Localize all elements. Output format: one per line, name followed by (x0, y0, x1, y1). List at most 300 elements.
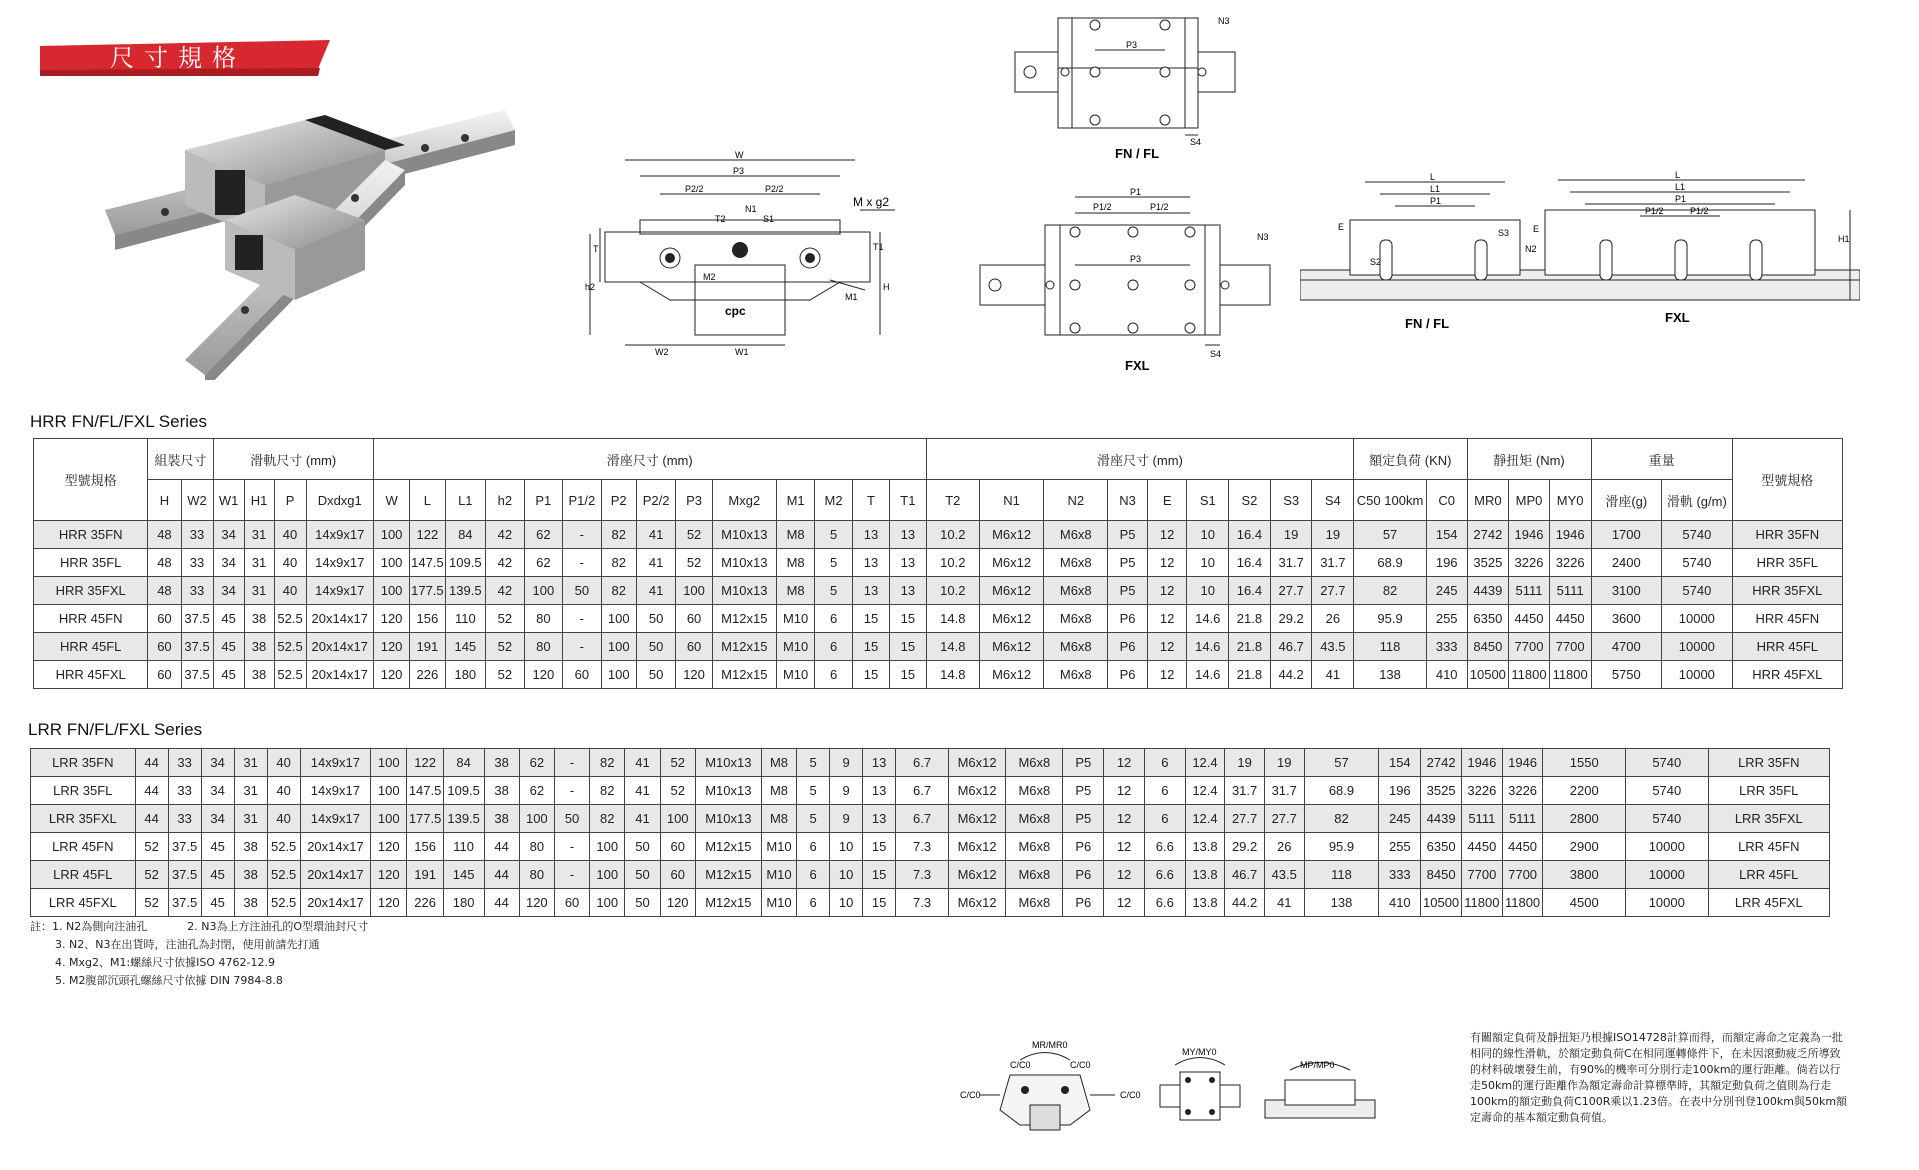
table-cell: 138 (1304, 889, 1379, 917)
table-cell: 44 (484, 833, 519, 861)
table-cell: 45 (213, 605, 244, 633)
side-dim-n2: N2 (1525, 244, 1537, 254)
table-cell: 34 (213, 577, 244, 605)
column-header: P1/2 (563, 480, 601, 521)
table-cell: M6x8 (1006, 889, 1063, 917)
table-cell: 41 (625, 777, 660, 805)
dim-p1-half-left: P1/2 (1093, 202, 1112, 212)
table-cell: 31.7 (1270, 549, 1312, 577)
column-header: 滑座(g) (1591, 480, 1662, 521)
table-cell: 12.4 (1185, 749, 1225, 777)
table-cell: 7700 (1549, 633, 1591, 661)
side-dim-p1-half-right: P1/2 (1690, 206, 1709, 216)
table-cell: 38 (234, 833, 267, 861)
table-cell: 5 (797, 777, 830, 805)
column-headers (34, 480, 1843, 521)
table-cell: 145 (443, 861, 484, 889)
table-cell: 13 (863, 805, 896, 833)
column-header: P1 (524, 480, 562, 521)
table-cell: 37.5 (181, 633, 213, 661)
table-cell: 41 (1312, 661, 1354, 689)
table-cell: 3525 (1467, 549, 1509, 577)
table-cell: M6x12 (980, 633, 1044, 661)
table-cell: 15 (852, 661, 889, 689)
table-cell: 34 (213, 549, 244, 577)
table-cell: 42 (486, 577, 524, 605)
column-header: M1 (776, 480, 814, 521)
table-cell: 6350 (1467, 605, 1509, 633)
table-cell: 4439 (1421, 805, 1462, 833)
table-cell: 82 (601, 549, 636, 577)
table-cell: 82 (590, 805, 625, 833)
table-cell: 5740 (1626, 749, 1709, 777)
column-header: h2 (486, 480, 524, 521)
table-cell: 10 (1187, 577, 1229, 605)
lrr-spec-table (30, 748, 1830, 917)
column-header: N2 (1044, 480, 1108, 521)
table-cell: 122 (410, 521, 445, 549)
table-cell: M10 (761, 833, 796, 861)
table-cell: 2742 (1467, 521, 1509, 549)
table-cell: 52 (135, 861, 168, 889)
table-cell: 120 (676, 661, 712, 689)
table-cell: 37.5 (168, 889, 201, 917)
table-cell: 4700 (1591, 633, 1662, 661)
table-cell: M6x12 (980, 521, 1044, 549)
table-cell: 100 (660, 805, 695, 833)
table-cell: 191 (407, 861, 443, 889)
table-cell: M6x12 (948, 805, 1005, 833)
table-cell: - (563, 521, 601, 549)
table-cell: 16.4 (1229, 521, 1271, 549)
table-cell: 10 (1187, 549, 1229, 577)
table-cell: 20x14x17 (306, 605, 373, 633)
table-cell: 12 (1104, 749, 1145, 777)
table-cell: 41 (636, 549, 676, 577)
table-cell: 80 (524, 633, 562, 661)
table-cell: 15 (863, 889, 896, 917)
table-cell: 139.5 (443, 805, 484, 833)
table-cell: 52 (486, 605, 524, 633)
table-cell: 31 (244, 577, 274, 605)
table-cell: 50 (625, 889, 660, 917)
table-cell: 100 (373, 521, 409, 549)
table-cell: 2800 (1543, 805, 1626, 833)
table-cell: 15 (890, 605, 926, 633)
table-cell: 20x14x17 (306, 661, 373, 689)
table-cell: 245 (1379, 805, 1421, 833)
table-cell: M8 (761, 777, 796, 805)
table-cell: 62 (519, 749, 554, 777)
table-cell: 5750 (1591, 661, 1662, 689)
table-cell: 100 (371, 749, 407, 777)
table-cell: 9 (830, 749, 863, 777)
table-cell: 13 (863, 777, 896, 805)
table-cell: M12x15 (695, 861, 761, 889)
table-cell: 4500 (1543, 889, 1626, 917)
table-cell: M6x8 (1044, 521, 1108, 549)
table-cell: 100 (601, 633, 636, 661)
table-cell: 6 (797, 861, 830, 889)
table-cell: 31 (244, 521, 274, 549)
table-cell: 60 (676, 633, 712, 661)
column-header: W2 (181, 480, 213, 521)
table-cell: 7700 (1502, 861, 1543, 889)
lrr-series-title: LRR FN/FL/FXL Series (28, 720, 203, 739)
table-cell: 14x9x17 (300, 749, 370, 777)
table-cell: 52.5 (274, 605, 306, 633)
table-cell: 13 (890, 577, 926, 605)
table-cell: 52 (486, 633, 524, 661)
table-cell: 44.2 (1270, 661, 1312, 689)
table-cell: 3226 (1461, 777, 1502, 805)
table-cell: 41 (1264, 889, 1304, 917)
table-cell: 7700 (1509, 633, 1550, 661)
table-cell: M10x13 (695, 749, 761, 777)
table-cell: 100 (371, 777, 407, 805)
table-cell: 12 (1147, 605, 1187, 633)
top-view-fn-fl (1010, 10, 1240, 165)
table-row (34, 633, 1843, 661)
table-cell: 14.8 (926, 633, 979, 661)
column-header: L (410, 480, 445, 521)
column-header: Mxg2 (712, 480, 776, 521)
table-cell: 2900 (1543, 833, 1626, 861)
table-cell: 4450 (1502, 833, 1543, 861)
table-cell: 52.5 (274, 661, 306, 689)
table-cell: M6x12 (980, 661, 1044, 689)
table-cell: 43.5 (1264, 861, 1304, 889)
table-cell: LRR 35FL (31, 777, 136, 805)
group-weight: 重量 (1591, 439, 1732, 480)
table-cell: 80 (519, 861, 554, 889)
table-cell: 15 (863, 861, 896, 889)
table-cell: 120 (524, 661, 562, 689)
table-cell: 16.4 (1229, 577, 1271, 605)
column-header: MR0 (1467, 480, 1509, 521)
table-cell: 50 (563, 577, 601, 605)
table-cell: 45 (213, 633, 244, 661)
table-cell: 27.7 (1225, 805, 1265, 833)
table-cell: 14.6 (1187, 633, 1229, 661)
table-cell: 6 (1144, 749, 1185, 777)
table-cell: M10x13 (712, 521, 776, 549)
table-cell: 12.4 (1185, 777, 1225, 805)
page-title: 尺寸規格 (110, 44, 246, 72)
table-cell: HRR 45FL (1732, 633, 1842, 661)
table-cell: M8 (776, 521, 814, 549)
table-cell: 7.3 (896, 833, 949, 861)
table-cell: LRR 35FL (1708, 777, 1829, 805)
table-cell: 1700 (1591, 521, 1662, 549)
table-cell: 154 (1379, 749, 1421, 777)
table-cell: 6.6 (1144, 861, 1185, 889)
table-cell: 60 (676, 605, 712, 633)
table-cell: 52.5 (267, 889, 300, 917)
table-cell: 13.8 (1185, 889, 1225, 917)
dim-n3: N3 (1218, 16, 1230, 26)
table-cell: 40 (274, 577, 306, 605)
table-cell: M6x8 (1006, 749, 1063, 777)
side-dim-l-fxl: L (1675, 170, 1681, 180)
table-cell: 38 (244, 633, 274, 661)
table-cell: 44 (135, 749, 168, 777)
table-cell: M6x8 (1044, 549, 1108, 577)
table-cell: 245 (1426, 577, 1467, 605)
table-cell: 120 (373, 633, 409, 661)
table-cell: 7700 (1461, 861, 1502, 889)
table-cell: - (563, 633, 601, 661)
table-cell: M12x15 (695, 833, 761, 861)
table-cell: 82 (590, 777, 625, 805)
table-cell: 82 (601, 577, 636, 605)
dim-w: W (735, 150, 744, 160)
column-header: P3 (676, 480, 712, 521)
table-cell: 9 (830, 777, 863, 805)
side-view-drawing (1300, 170, 1860, 335)
table-cell: 41 (625, 749, 660, 777)
table-cell: 41 (636, 577, 676, 605)
table-cell: 52 (676, 549, 712, 577)
table-cell: 44 (484, 889, 519, 917)
table-cell: 1946 (1549, 521, 1591, 549)
label-mr: MR/MR0 (1032, 1040, 1068, 1050)
table-cell: 60 (148, 605, 181, 633)
side-dim-h1: H1 (1838, 234, 1850, 244)
table-cell: 50 (636, 605, 676, 633)
dim-n3: N3 (1257, 232, 1269, 242)
label-my: MY/MY0 (1182, 1047, 1217, 1057)
table-cell: 13.8 (1185, 833, 1225, 861)
table-cell: 226 (410, 661, 445, 689)
dim-h: H (883, 282, 890, 292)
table-cell: 3600 (1591, 605, 1662, 633)
dim-p1-half-right: P1/2 (1150, 202, 1169, 212)
table-cell: 20x14x17 (300, 833, 370, 861)
table-cell: 110 (443, 833, 484, 861)
side-dim-p1: P1 (1430, 196, 1442, 206)
table-cell: 13 (863, 749, 896, 777)
table-cell: 8450 (1421, 861, 1462, 889)
table-cell: 52.5 (267, 833, 300, 861)
table-cell: M8 (776, 549, 814, 577)
table-cell: 16.4 (1229, 549, 1271, 577)
table-cell: 3226 (1549, 549, 1591, 577)
table-cell: 100 (601, 661, 636, 689)
table-cell: 100 (519, 805, 554, 833)
table-cell: P6 (1108, 605, 1148, 633)
dim-t: T (593, 244, 599, 254)
dim-w1: W1 (735, 347, 749, 357)
table-cell: 145 (445, 633, 486, 661)
note-5: 5. M2腹部沉頭孔螺絲尺寸依據 DIN 7984-8.8 (55, 974, 283, 987)
table-cell: 13 (852, 577, 889, 605)
table-cell: 156 (410, 605, 445, 633)
table-cell: 52 (135, 889, 168, 917)
table-cell: 13 (890, 549, 926, 577)
dim-t2: T2 (715, 214, 726, 224)
table-cell: P5 (1108, 577, 1148, 605)
table-cell: 3100 (1591, 577, 1662, 605)
table-cell: 42 (486, 521, 524, 549)
table-cell: 50 (636, 661, 676, 689)
table-cell: 3525 (1421, 777, 1462, 805)
dim-h2: h2 (585, 282, 596, 292)
table-cell: LRR 45FXL (1708, 889, 1829, 917)
dim-n1: N1 (745, 204, 757, 214)
table-row (31, 861, 1830, 889)
table-cell: 38 (244, 661, 274, 689)
table-cell: M6x8 (1044, 605, 1108, 633)
table-cell: P6 (1108, 661, 1148, 689)
table-cell: 14x9x17 (300, 777, 370, 805)
side-dim-p1-half-left: P1/2 (1645, 206, 1664, 216)
table-cell: 15 (852, 633, 889, 661)
table-cell: 255 (1426, 605, 1467, 633)
table-cell: 33 (168, 777, 201, 805)
table-cell: 34 (213, 521, 244, 549)
table-cell: 44 (135, 805, 168, 833)
table-cell: M12x15 (712, 605, 776, 633)
table-row (31, 749, 1830, 777)
group-rail: 滑軌尺寸 (mm) (213, 439, 373, 480)
table-cell: 154 (1426, 521, 1467, 549)
table-cell: 40 (267, 805, 300, 833)
table-cell: 45 (201, 889, 234, 917)
column-header: T (852, 480, 889, 521)
note-3: 3. N2、N3在出貨時，注油孔為封閉，使用前請先打通 (55, 938, 320, 951)
dim-s4: S4 (1210, 349, 1222, 359)
column-header: W (373, 480, 409, 521)
top-view-fxl (975, 185, 1275, 375)
table-cell: M10 (761, 889, 796, 917)
column-header: Dxdxg1 (306, 480, 373, 521)
note-2: 2. N3為上方注油孔的O型環油封尺寸 (187, 920, 369, 933)
table-cell: 44 (484, 861, 519, 889)
table-cell: 19 (1264, 749, 1304, 777)
table-cell: 52 (486, 661, 524, 689)
table-row (31, 889, 1830, 917)
table-row (34, 577, 1843, 605)
table-cell: 19 (1270, 521, 1312, 549)
hrr-spec-table (33, 438, 1843, 689)
table-cell: 10 (830, 889, 863, 917)
table-cell: 95.9 (1354, 605, 1427, 633)
table-cell: 38 (244, 605, 274, 633)
table-cell: 5 (815, 577, 852, 605)
label-c-right: C/C0 (1120, 1090, 1141, 1100)
table-cell: 10.2 (926, 577, 979, 605)
table-cell: P6 (1063, 861, 1104, 889)
table-cell: 40 (267, 749, 300, 777)
table-cell: 10500 (1467, 661, 1509, 689)
table-cell: 26 (1312, 605, 1354, 633)
table-row (31, 777, 1830, 805)
column-header: S4 (1312, 480, 1354, 521)
table-cell: 52.5 (274, 633, 306, 661)
label-c-left: C/C0 (960, 1090, 981, 1100)
table-cell: 10.2 (926, 549, 979, 577)
table-cell: 50 (625, 833, 660, 861)
table-cell: 19 (1312, 521, 1354, 549)
table-cell: M10x13 (712, 577, 776, 605)
table-cell: 100 (590, 861, 625, 889)
table-cell: HRR 35FXL (34, 577, 148, 605)
table-cell: 20x14x17 (300, 889, 370, 917)
column-header: H (148, 480, 181, 521)
table-cell: 19 (1225, 749, 1265, 777)
table-cell: 52 (660, 777, 695, 805)
column-header: T1 (890, 480, 926, 521)
table-cell: HRR 45FXL (1732, 661, 1842, 689)
table-cell: 57 (1354, 521, 1427, 549)
table-cell: 21.8 (1229, 633, 1271, 661)
table-cell: 34 (201, 805, 234, 833)
table-cell: 44.2 (1225, 889, 1265, 917)
side-dim-e-fxl: E (1533, 224, 1540, 234)
table-cell: 177.5 (410, 577, 445, 605)
table-cell: 40 (274, 549, 306, 577)
table-cell: 6 (1144, 777, 1185, 805)
table-cell: 60 (148, 661, 181, 689)
table-cell: 10000 (1662, 605, 1733, 633)
table-cell: 31.7 (1225, 777, 1265, 805)
side-dim-l: L (1430, 172, 1436, 182)
table-cell: 31.7 (1264, 777, 1304, 805)
table-cell: 48 (148, 549, 181, 577)
column-header: P2/2 (636, 480, 676, 521)
table-cell: 255 (1379, 833, 1421, 861)
table-cell: 33 (168, 805, 201, 833)
table-cell: 1946 (1461, 749, 1502, 777)
table-cell: P5 (1108, 521, 1148, 549)
table-cell: 12 (1104, 777, 1145, 805)
side-dim-l1: L1 (1430, 184, 1441, 194)
note-4: 4. Mxg2、M1:螺絲尺寸依據ISO 4762-12.9 (55, 956, 276, 969)
table-cell: 33 (168, 749, 201, 777)
table-cell: 12 (1147, 577, 1187, 605)
table-cell: 80 (524, 605, 562, 633)
table-cell: 110 (445, 605, 486, 633)
table-cell: 5 (797, 749, 830, 777)
table-cell: 80 (519, 833, 554, 861)
column-header: C50 100km (1354, 480, 1427, 521)
table-cell: - (563, 605, 601, 633)
table-cell: 100 (601, 605, 636, 633)
table-cell: HRR 35FL (34, 549, 148, 577)
column-header: W1 (213, 480, 244, 521)
table-cell: HRR 35FN (34, 521, 148, 549)
table-cell: 120 (371, 833, 407, 861)
dim-p2-half-left: P2/2 (685, 184, 704, 194)
table-cell: 180 (445, 661, 486, 689)
table-cell: 45 (213, 661, 244, 689)
table-cell: 52 (676, 521, 712, 549)
table-cell: 6 (797, 833, 830, 861)
table-cell: 60 (563, 661, 601, 689)
table-cell: 14x9x17 (306, 549, 373, 577)
table-cell: 10 (1187, 521, 1229, 549)
column-header: MP0 (1509, 480, 1550, 521)
table-cell: M12x15 (712, 661, 776, 689)
table-cell: 5740 (1662, 521, 1733, 549)
table-cell: 100 (676, 577, 712, 605)
table-cell: 12 (1104, 861, 1145, 889)
dim-p3: P3 (1126, 40, 1138, 50)
dim-w2: W2 (655, 347, 669, 357)
table-cell: 6350 (1421, 833, 1462, 861)
table-cell: 2400 (1591, 549, 1662, 577)
